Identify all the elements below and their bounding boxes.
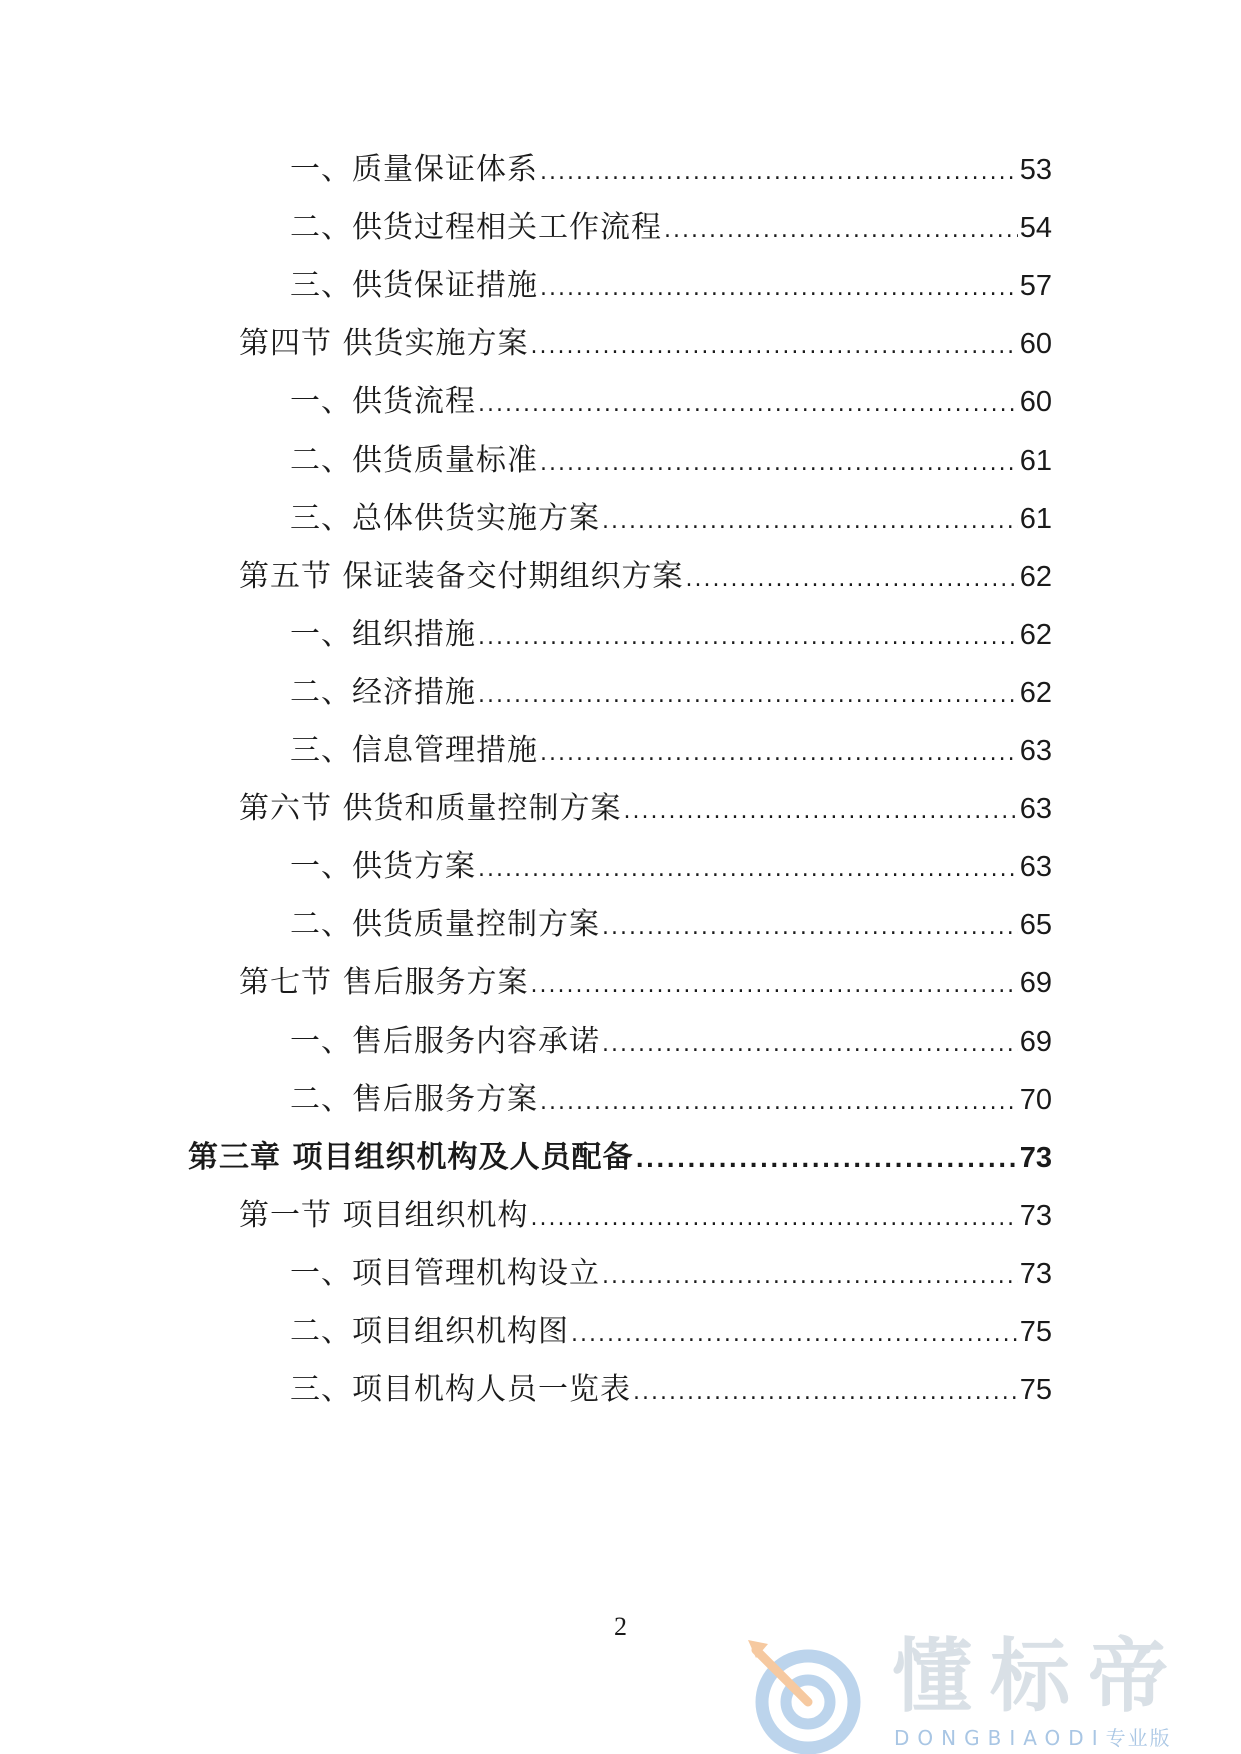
toc-entry-page: 62 xyxy=(1019,560,1052,593)
toc-entry-title: 一、组织措施 xyxy=(290,616,476,652)
toc-dot-leader xyxy=(602,908,1018,948)
toc-entry-page: 69 xyxy=(1019,1025,1052,1058)
toc-entry-title: 一、质量保证体系 xyxy=(290,152,538,187)
toc-entry[interactable] xyxy=(290,1254,1052,1294)
toc-entry-title: 三、总体供货实施方案 xyxy=(290,500,600,536)
toc-dot-leader xyxy=(478,385,1018,425)
toc-entry-page: 65 xyxy=(1019,909,1052,942)
toc-entry-title: 三、供货保证措施 xyxy=(290,268,538,304)
toc-entry[interactable] xyxy=(239,557,1052,597)
toc-entry-page: 60 xyxy=(1019,386,1052,419)
toc-dot-leader xyxy=(664,211,1018,251)
toc-entry-title: 二、售后服务方案 xyxy=(290,1081,538,1117)
toc-entry[interactable] xyxy=(239,324,1052,364)
toc-entry-page: 54 xyxy=(1019,212,1052,245)
watermark-brand-text: 懂标帝 xyxy=(892,1630,1186,1723)
toc-entry-page: 63 xyxy=(1019,851,1052,884)
toc-entry[interactable] xyxy=(290,208,1052,248)
toc-entry[interactable] xyxy=(290,1370,1052,1410)
toc-entry-title: 二、供货过程相关工作流程 xyxy=(290,210,662,246)
toc-dot-leader xyxy=(686,560,1018,600)
toc-entry[interactable] xyxy=(188,1138,1052,1178)
toc-entry-title: 三、信息管理措施 xyxy=(290,733,538,768)
toc-entry-page: 57 xyxy=(1019,270,1052,303)
toc-dot-leader xyxy=(540,734,1018,774)
page-number: 2 xyxy=(614,1612,627,1641)
toc-entry[interactable] xyxy=(239,963,1052,1003)
toc-dot-leader xyxy=(571,1315,1018,1355)
toc-entry-title: 三、项目机构人员一览表 xyxy=(290,1372,631,1408)
toc-entry-title: 二、项目组织机构图 xyxy=(290,1314,569,1349)
toc-entry[interactable] xyxy=(290,731,1052,771)
toc-dot-leader xyxy=(531,966,1018,1006)
toc-dot-leader xyxy=(478,676,1018,716)
toc-entry-title: 第六节 供货和质量控制方案 xyxy=(239,791,622,827)
toc-entry[interactable] xyxy=(290,382,1052,422)
toc-entry-page: 75 xyxy=(1019,1316,1052,1348)
toc-entry[interactable] xyxy=(290,905,1052,945)
toc-dot-leader xyxy=(478,850,1018,890)
watermark-subtitle-cn: 专业版 xyxy=(1105,1726,1172,1750)
toc-entry[interactable] xyxy=(290,499,1052,539)
toc-entry[interactable] xyxy=(290,847,1052,887)
toc-entry-title: 第七节 售后服务方案 xyxy=(239,965,529,1001)
toc-dot-leader xyxy=(602,502,1018,542)
toc-entry[interactable] xyxy=(290,1022,1052,1062)
toc-entry[interactable] xyxy=(290,1080,1052,1120)
toc-entry-title: 一、项目管理机构设立 xyxy=(290,1255,600,1291)
toc-entry-title: 第三章 项目组织机构及人员配备 xyxy=(188,1139,634,1175)
toc-entry[interactable] xyxy=(290,150,1052,190)
toc-entry-page: 75 xyxy=(1019,1374,1052,1407)
toc-entry-title: 一、供货方案 xyxy=(290,849,476,885)
watermark xyxy=(742,1630,1222,1754)
toc-entry-title: 一、售后服务内容承诺 xyxy=(290,1023,600,1059)
toc-entry-title: 一、供货流程 xyxy=(290,384,476,420)
toc-dot-leader xyxy=(531,1199,1018,1239)
toc-entry-title: 二、经济措施 xyxy=(290,674,476,710)
toc-entry[interactable] xyxy=(239,789,1052,829)
toc-entry[interactable] xyxy=(290,266,1052,306)
toc-dot-leader xyxy=(540,269,1018,309)
toc-entry-page: 63 xyxy=(1019,793,1052,826)
toc-entry-page: 53 xyxy=(1019,154,1052,186)
toc-dot-leader xyxy=(624,792,1018,832)
toc-entry-page: 73 xyxy=(1019,1257,1052,1290)
watermark-subtitle-en: DONGBIAODI xyxy=(894,1726,1106,1750)
toc-dot-leader xyxy=(478,618,1018,658)
toc-entry-page: 73 xyxy=(1019,1141,1052,1174)
toc-entry[interactable] xyxy=(290,1312,1052,1352)
toc-entry-page: 70 xyxy=(1019,1083,1052,1116)
toc-entry-page: 69 xyxy=(1019,967,1052,1000)
toc-dot-leader xyxy=(540,444,1018,484)
toc-entry-page: 62 xyxy=(1019,676,1052,709)
toc-dot-leader xyxy=(633,1373,1018,1413)
toc-dot-leader xyxy=(602,1025,1018,1065)
toc-entry-title: 二、供货质量控制方案 xyxy=(290,907,600,943)
toc-entry-page: 63 xyxy=(1019,735,1052,767)
toc-entry[interactable] xyxy=(290,441,1052,481)
toc-entry-page: 73 xyxy=(1019,1199,1052,1232)
watermark-subtitle xyxy=(894,1726,1172,1750)
toc-entry[interactable] xyxy=(239,1196,1052,1236)
toc-entry-title: 第四节 供货实施方案 xyxy=(239,326,529,362)
toc-dot-leader xyxy=(635,1141,1017,1181)
toc-entry-title: 二、供货质量标准 xyxy=(290,442,538,478)
target-logo-icon xyxy=(742,1630,882,1754)
toc-dot-leader xyxy=(540,1083,1018,1123)
toc-entry-page: 61 xyxy=(1019,502,1052,535)
toc-dot-leader xyxy=(531,327,1018,367)
toc-entry-page: 62 xyxy=(1019,618,1052,651)
toc-entry-title: 第一节 项目组织机构 xyxy=(239,1197,529,1233)
toc-entry-page: 61 xyxy=(1019,444,1052,477)
toc-entry[interactable] xyxy=(290,673,1052,713)
toc-entry-title: 第五节 保证装备交付期组织方案 xyxy=(239,558,684,594)
toc-dot-leader xyxy=(602,1257,1018,1297)
toc-entry-page: 60 xyxy=(1019,328,1052,361)
toc-dot-leader xyxy=(540,153,1018,193)
toc-entry[interactable] xyxy=(290,615,1052,655)
